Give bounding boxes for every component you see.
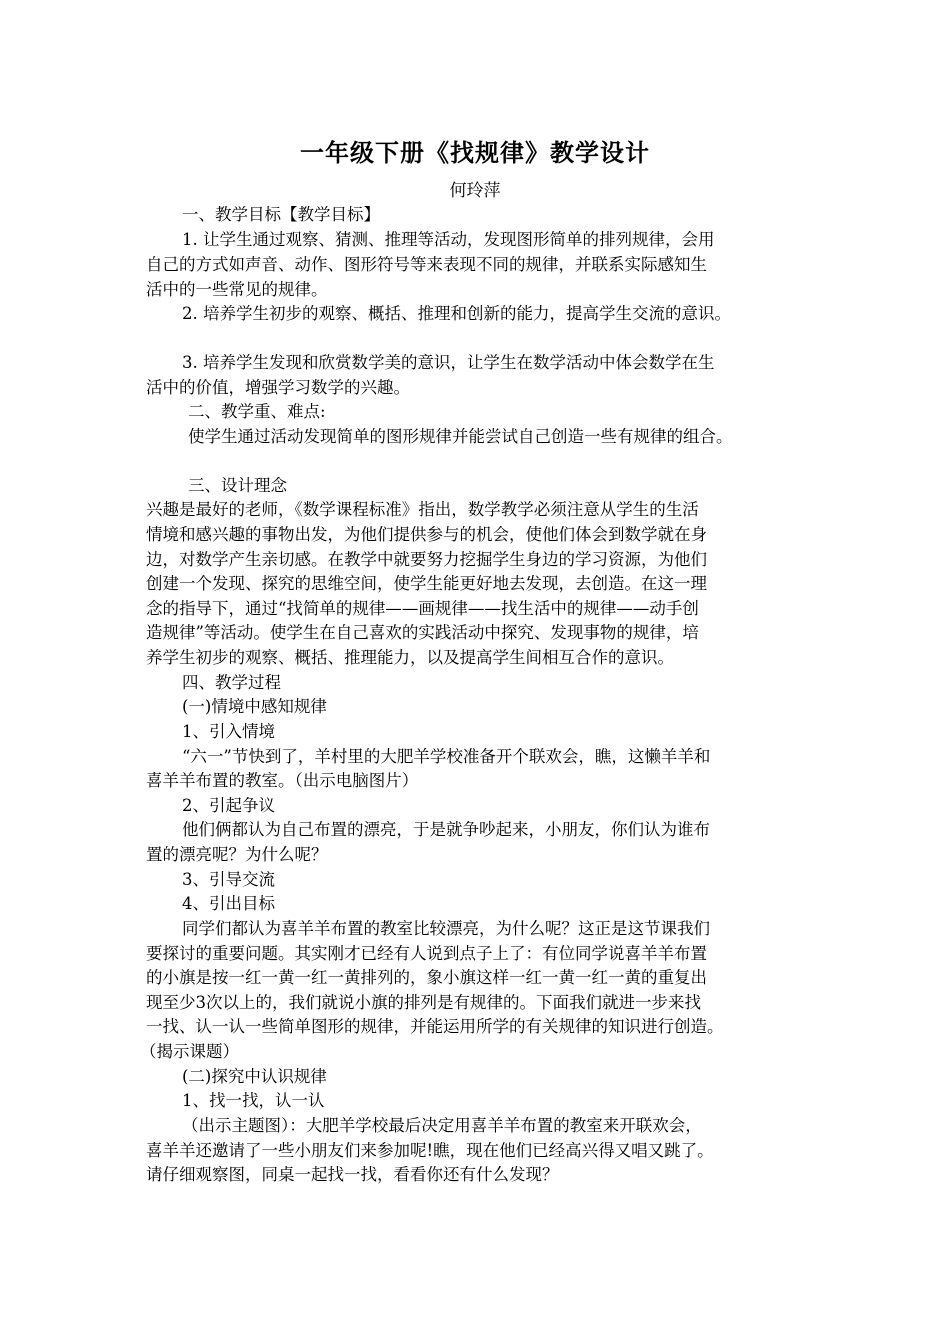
text-line: 使学生通过活动发现简单的图形规律并能尝试自己创造一些有规律的组合。 (188, 427, 733, 446)
text-line: 3、引导交流 (182, 870, 275, 889)
text-line: 请仔细观察图，同桌一起找一找，看看你还有什么发现？ (146, 1165, 559, 1184)
text-line: 创建一个发现、探究的思维空间，使学生能更好地去发现，去创造。在这一理 (146, 574, 707, 593)
text-line: 兴趣是最好的老师，《数学课程标准》指出，数学教学必须注意从学生的生活 (146, 500, 699, 519)
text-line: 四、教学过程 (182, 673, 281, 692)
text-line: 造规律”等活动。使学生在自己喜欢的实践活动中探究、发现事物的规律，培 (146, 623, 699, 642)
text-line: 1、找一找，认一认 (182, 1091, 325, 1110)
text-line: 情境和感兴趣的事物出发，为他们提供参与的机会，使他们体会到数学就在身 (146, 525, 707, 544)
text-line: 养学生初步的观察、概括、推理能力，以及提高学生间相互合作的意识。 (146, 648, 674, 667)
text-line: （揭示课题） (140, 1042, 239, 1061)
text-line: 一、教学目标【教学目标】 (182, 205, 380, 224)
text-line: （出示主题图）：大肥羊学校最后决定用喜羊羊布置的教室来开联欢会， (182, 1116, 702, 1135)
text-line: 念的指导下，通过“找简单的规律——画规律——找生活中的规律——动手创 (146, 599, 699, 618)
text-line: 三、设计理念 (188, 476, 287, 495)
text-line: 二、教学重、难点: (188, 402, 326, 421)
text-line: 活中的价值，增强学习数学的兴趣。 (146, 378, 410, 397)
text-line: 2. 培养学生初步的观察、概括、推理和创新的能力，提高学生交流的意识。 (182, 304, 731, 323)
text-line: “六一”节快到了，羊村里的大肥羊学校准备开个联欢会，瞧，这懒羊羊和 (182, 747, 711, 766)
text-line: 4、引出目标 (182, 894, 275, 913)
text-line: 的小旗是按一红一黄一红一黄排列的，象小旗这样一红一黄一红一黄的重复出 (146, 968, 707, 987)
text-line: 一找、认一认一些简单图形的规律，并能运用所学的有关规律的知识进行创造。 (146, 1017, 724, 1036)
text-line: 置的漂亮呢？为什么呢？ (146, 845, 328, 864)
text-line: 自己的方式如声音、动作、图形符号等来表现不同的规律，并联系实际感知生 (146, 255, 707, 274)
text-line: 现至少3次以上的，我们就说小旗的排列是有规律的。下面我们就进一步来找 (146, 993, 701, 1012)
text-line: 他们俩都认为自己布置的漂亮，于是就争吵起来，小朋友，你们认为谁布 (182, 820, 710, 839)
text-line: 3. 培养学生发现和欣赏数学美的意识，让学生在数学活动中体会数学在生 (182, 353, 715, 372)
text-line: 同学们都认为喜羊羊布置的教室比较漂亮，为什么呢？这正是这节课我们 (182, 919, 710, 938)
text-line: 1. 让学生通过观察、猜测、推理等活动，发现图形简单的排列规律，会用 (182, 230, 715, 249)
text-line: 要探讨的重要问题。其实刚才已经有人说到点子上了：有位同学说喜羊羊布置 (146, 944, 707, 963)
text-line: 活中的一些常见的规律。 (146, 280, 328, 299)
document-title: 一年级下册《找规律》教学设计 (300, 139, 650, 167)
text-line: 2、引起争议 (182, 796, 275, 815)
text-line: 1、引入情境 (182, 722, 275, 741)
text-line: 边，对数学产生亲切感。在教学中就要努力挖掘学生身边的学习资源，为他们 (146, 550, 707, 569)
text-line: 喜羊羊布置的教室。（出示电脑图片） (146, 771, 419, 790)
text-line: (二)探究中认识规律 (182, 1067, 327, 1086)
text-line: 喜羊羊还邀请了一些小朋友们来参加呢!瞧，现在他们已经高兴得又唱又跳了。 (146, 1141, 714, 1160)
document-author: 何玲萍 (449, 181, 501, 201)
text-line: (一)情境中感知规律 (182, 697, 327, 716)
